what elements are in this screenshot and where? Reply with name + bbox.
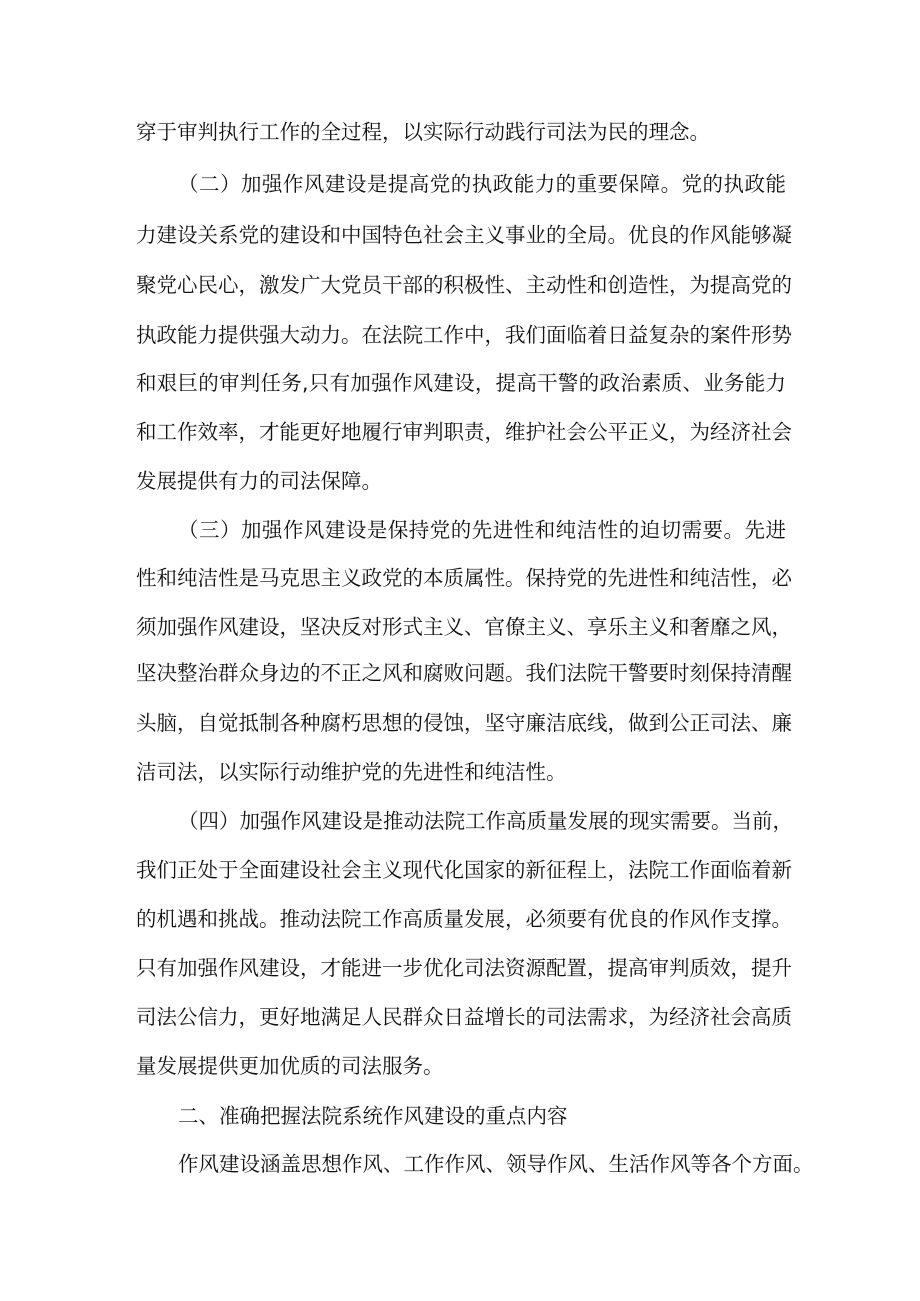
text-line: 力建设关系党的建设和中国特色社会主义事业的全局。优良的作风能够凝 [136,223,792,247]
text-line: 坚决整治群众身边的不正之风和腐败问题。我们法院干警要时刻保持清醒 [136,661,792,685]
text-line: 司法公信力，更好地满足人民群众日益增长的司法需求，为经济社会高质 [136,1005,792,1029]
text-line: 穿于审判执行工作的全过程，以实际行动践行司法为民的理念。 [136,120,710,144]
text-line: 须加强作风建设，坚决反对形式主义、官僚主义、享乐主义和奢靡之风， [136,615,792,639]
text-line: 聚党心民心，激发广大党员干部的积极性、主动性和创造性，为提高党的 [136,273,792,297]
section-heading: 二、准确把握法院系统作风建设的重点内容 [178,1104,568,1128]
text-line: （二）加强作风建设是提高党的执政能力的重要保障。党的执政能 [178,172,786,196]
text-line: 发展提供有力的司法保障。 [136,469,382,493]
text-line: 的机遇和挑战。推动法院工作高质量发展，必须要有优良的作风作支撑。 [136,907,792,931]
text-line: 作风建设涵盖思想作风、工作作风、领导作风、生活作风等各个方面。 [178,1152,814,1176]
text-line: 和工作效率，才能更好地履行审判职责，维护社会公平正义，为经济社会 [136,420,792,444]
text-line: 只有加强作风建设，才能进一步优化司法资源配置，提高审判质效，提升 [136,956,792,980]
text-line: 我们正处于全面建设社会主义现代化国家的新征程上，法院工作面临着新 [136,858,792,882]
text-line: （四）加强作风建设是推动法院工作高质量发展的现实需要。当前， [178,809,793,833]
text-line: 和艰巨的审判任务,只有加强作风建设，提高干警的政治素质、业务能力 [136,371,786,395]
text-line: 头脑，自觉抵制各种腐朽思想的侵蚀，坚守廉洁底线，做到公正司法、廉 [136,711,792,735]
text-line: 性和纯洁性是马克思主义政党的本质属性。保持党的先进性和纯洁性，必 [136,566,792,590]
text-line: 量发展提供更加优质的司法服务。 [136,1054,444,1078]
text-line: 洁司法，以实际行动维护党的先进性和纯洁性。 [136,760,567,784]
text-line: 执政能力提供强大动力。在法院工作中，我们面临着日益复杂的案件形势 [136,323,792,347]
text-line: （三）加强作风建设是保持党的先进性和纯洁性的迫切需要。先进 [178,518,786,542]
